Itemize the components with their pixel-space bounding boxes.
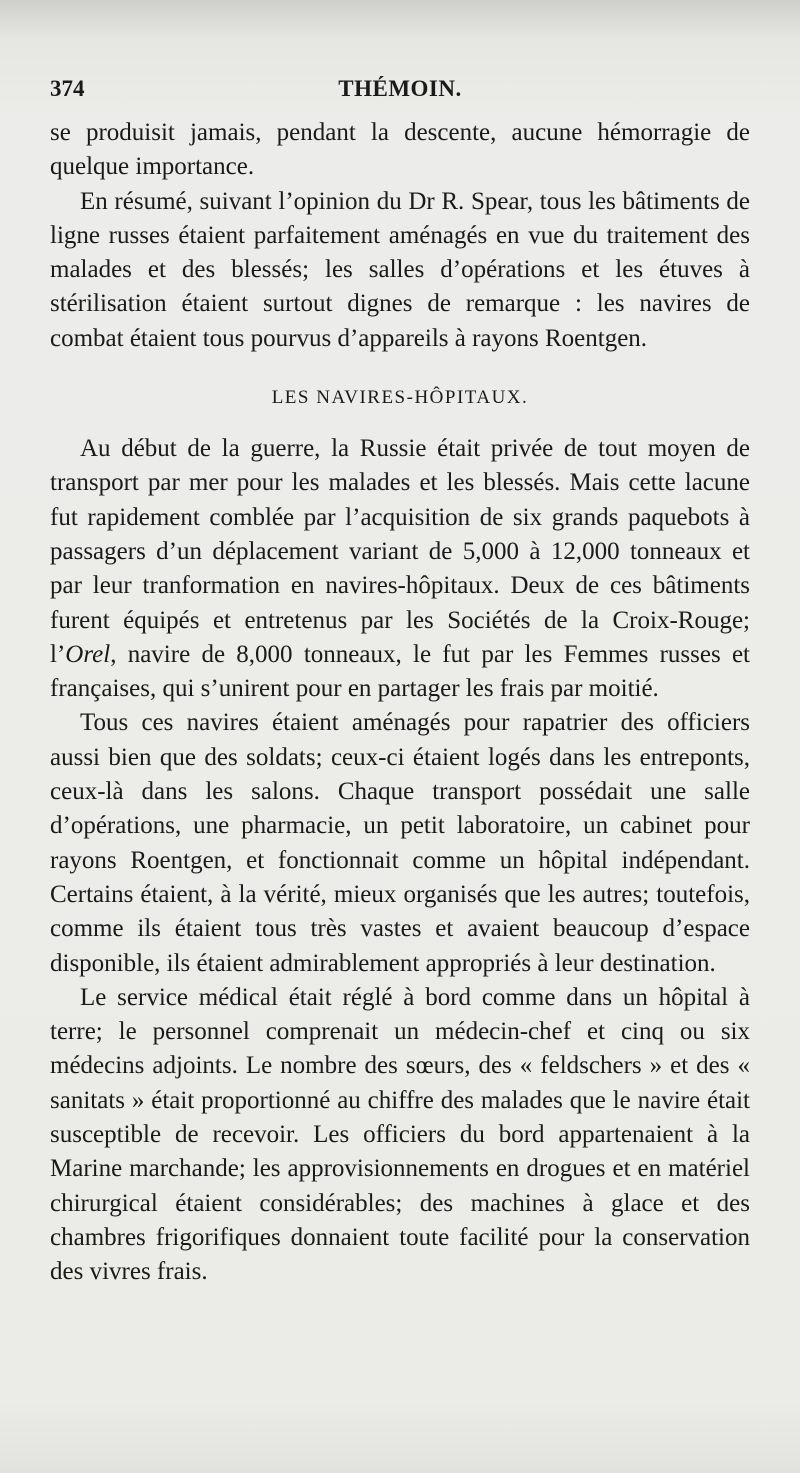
page-body: [50, 116, 750, 1290]
paragraph-summary: En résumé, suivant l’opinion du Dr R. Spear, tous les bâtiments de ligne russes étaient parfaitement aménagés en vue du traitement des malades et des blessés; les salles d’opérations et les étuves à stérilisation étaient surtout dignes de remarque : les navires de combat étaient tous pourvus d’appareils à rayons Roentgen.: [50, 187, 750, 352]
paragraph-war-start: [50, 432, 750, 706]
paragraph-text-before-italic: Au début de la guerre, la Russie était privée de tout moyen de transport par mer pour les malades et les blessés. Mais cette lacune fut rapidement comblée par l’acquisition de six grands paquebots à passagers d’un déplacement variant de 5,000 à 12,000 tonneaux et par leur tranformation en navires-hôpitaux. Deux de ces bâtiments furent équipés et entretenus par les Sociétés de la Croix-Rouge; l’: [50, 435, 750, 668]
paragraph-medical-service: Le service médical était réglé à bord comme dans un hôpital à terre; le personnel comprenait un médecin-chef et cinq ou six médecins adjoints. Le nombre des sœurs, des « feldschers » et des « sanitats » était proportionné au chiffre des malades que le navire était susceptible de recevoir. Les officiers du bord appartenaient à la Marine marchande; les approvisionnements en drogues et en matériel chirurgical étaient considérables; des machines à glace et des chambres frigorifiques donnaient toute facilité pour la conservation des vivres frais.: [50, 983, 750, 1286]
ship-name-italic: Orel: [65, 640, 111, 668]
paragraph-continued: se produisit jamais, pendant la descente, aucune hémorragie de quelque importance.: [50, 119, 750, 181]
page-header: [50, 76, 750, 106]
running-title: THÉMOIN.: [338, 76, 462, 101]
paragraph-text-after-italic: , navire de 8,000 tonneaux, le fut par les Femmes russes et françaises, qui s’unirent pour en partager les frais par moitié.: [50, 640, 750, 703]
paragraph-ship-fitting: Tous ces navires étaient aménagés pour rapatrier des officiers aussi bien que des soldats; ceux-ci étaient logés dans les entreponts, ceux-là dans les salons. Chaque transport possédait une salle d’opérations, une pharmacie, un petit laboratoire, un cabinet pour rayons Roentgen, et fonctionnait comme un hôpital indépendant. Certains étaient, à la vérité, mieux organisés que les autres; toutefois, comme ils étaient tous très vastes et avaient beaucoup d’espace disponible, ils étaient admirablement appropriés à leur destination.: [50, 709, 750, 977]
section-heading: LES NAVIRES-HÔPITAUX.: [271, 387, 529, 409]
page-number: 374: [50, 76, 85, 101]
